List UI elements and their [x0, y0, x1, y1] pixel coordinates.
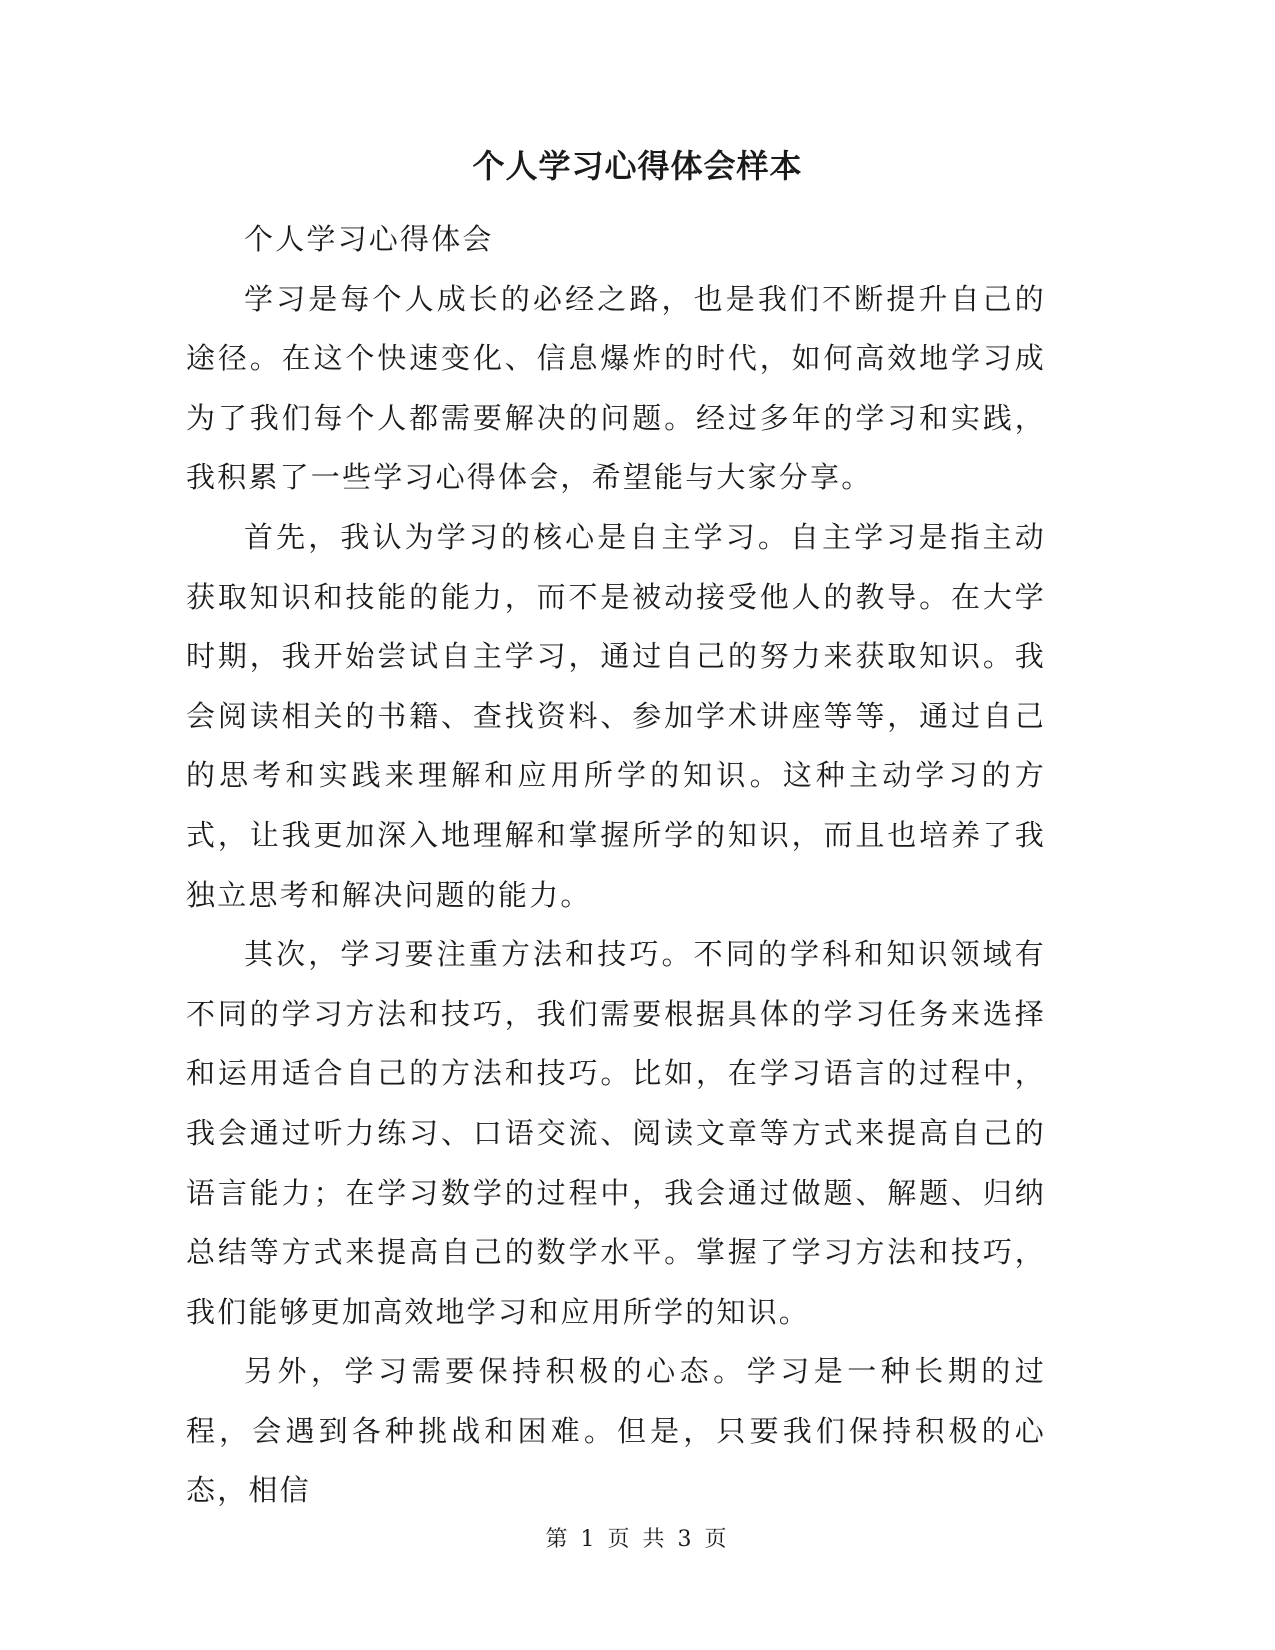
document-title: 个人学习心得体会样本 — [472, 147, 803, 185]
paragraph: 另外，学习需要保持积极的心态。学习是一种长期的过程，会遇到各种挑战和困难。但是，只要我们保持积极的心态，相信 — [186, 1354, 1046, 1508]
paragraph: 首先，我认为学习的核心是自主学习。自主学习是指主动获取知识和技能的能力，而不是被动接受他人的教导。在大学时期，我开始尝试自主学习，通过自己的努力来获取知识。我会阅读相关的书籍、查找资料、参加学术讲座等等，通过自己的思考和实践来理解和应用所学的知识。这种主动学习的方式，让我更加深入地理解和掌握所学的知识，而且也培养了我独立思考和解决问题的能力。 — [186, 519, 1046, 912]
page-number-footer: 第 1 页 共 3 页 — [545, 1527, 730, 1552]
paragraph: 学习是每个人成长的必经之路，也是我们不断提升自己的途径。在这个快速变化、信息爆炸的时代，如何高效地学习成为了我们每个人都需要解决的问题。经过多年的学习和实践，我积累了一些学习心得体会，希望能与大家分享。 — [186, 281, 1046, 495]
paragraph: 其次，学习要注重方法和技巧。不同的学科和知识领域有不同的学习方法和技巧，我们需要根据具体的学习任务来选择和运用适合自己的方法和技巧。比如，在学习语言的过程中，我会通过听力练习、口语交流、阅读文章等方式来提高自己的语言能力；在学习数学的过程中，我会通过做题、解题、归纳总结等方式来提高自己的数学水平。掌握了学习方法和技巧，我们能够更加高效地学习和应用所学的知识。 — [186, 937, 1046, 1329]
document-subtitle: 个人学习心得体会 — [244, 222, 494, 256]
document-body — [186, 210, 1046, 1521]
